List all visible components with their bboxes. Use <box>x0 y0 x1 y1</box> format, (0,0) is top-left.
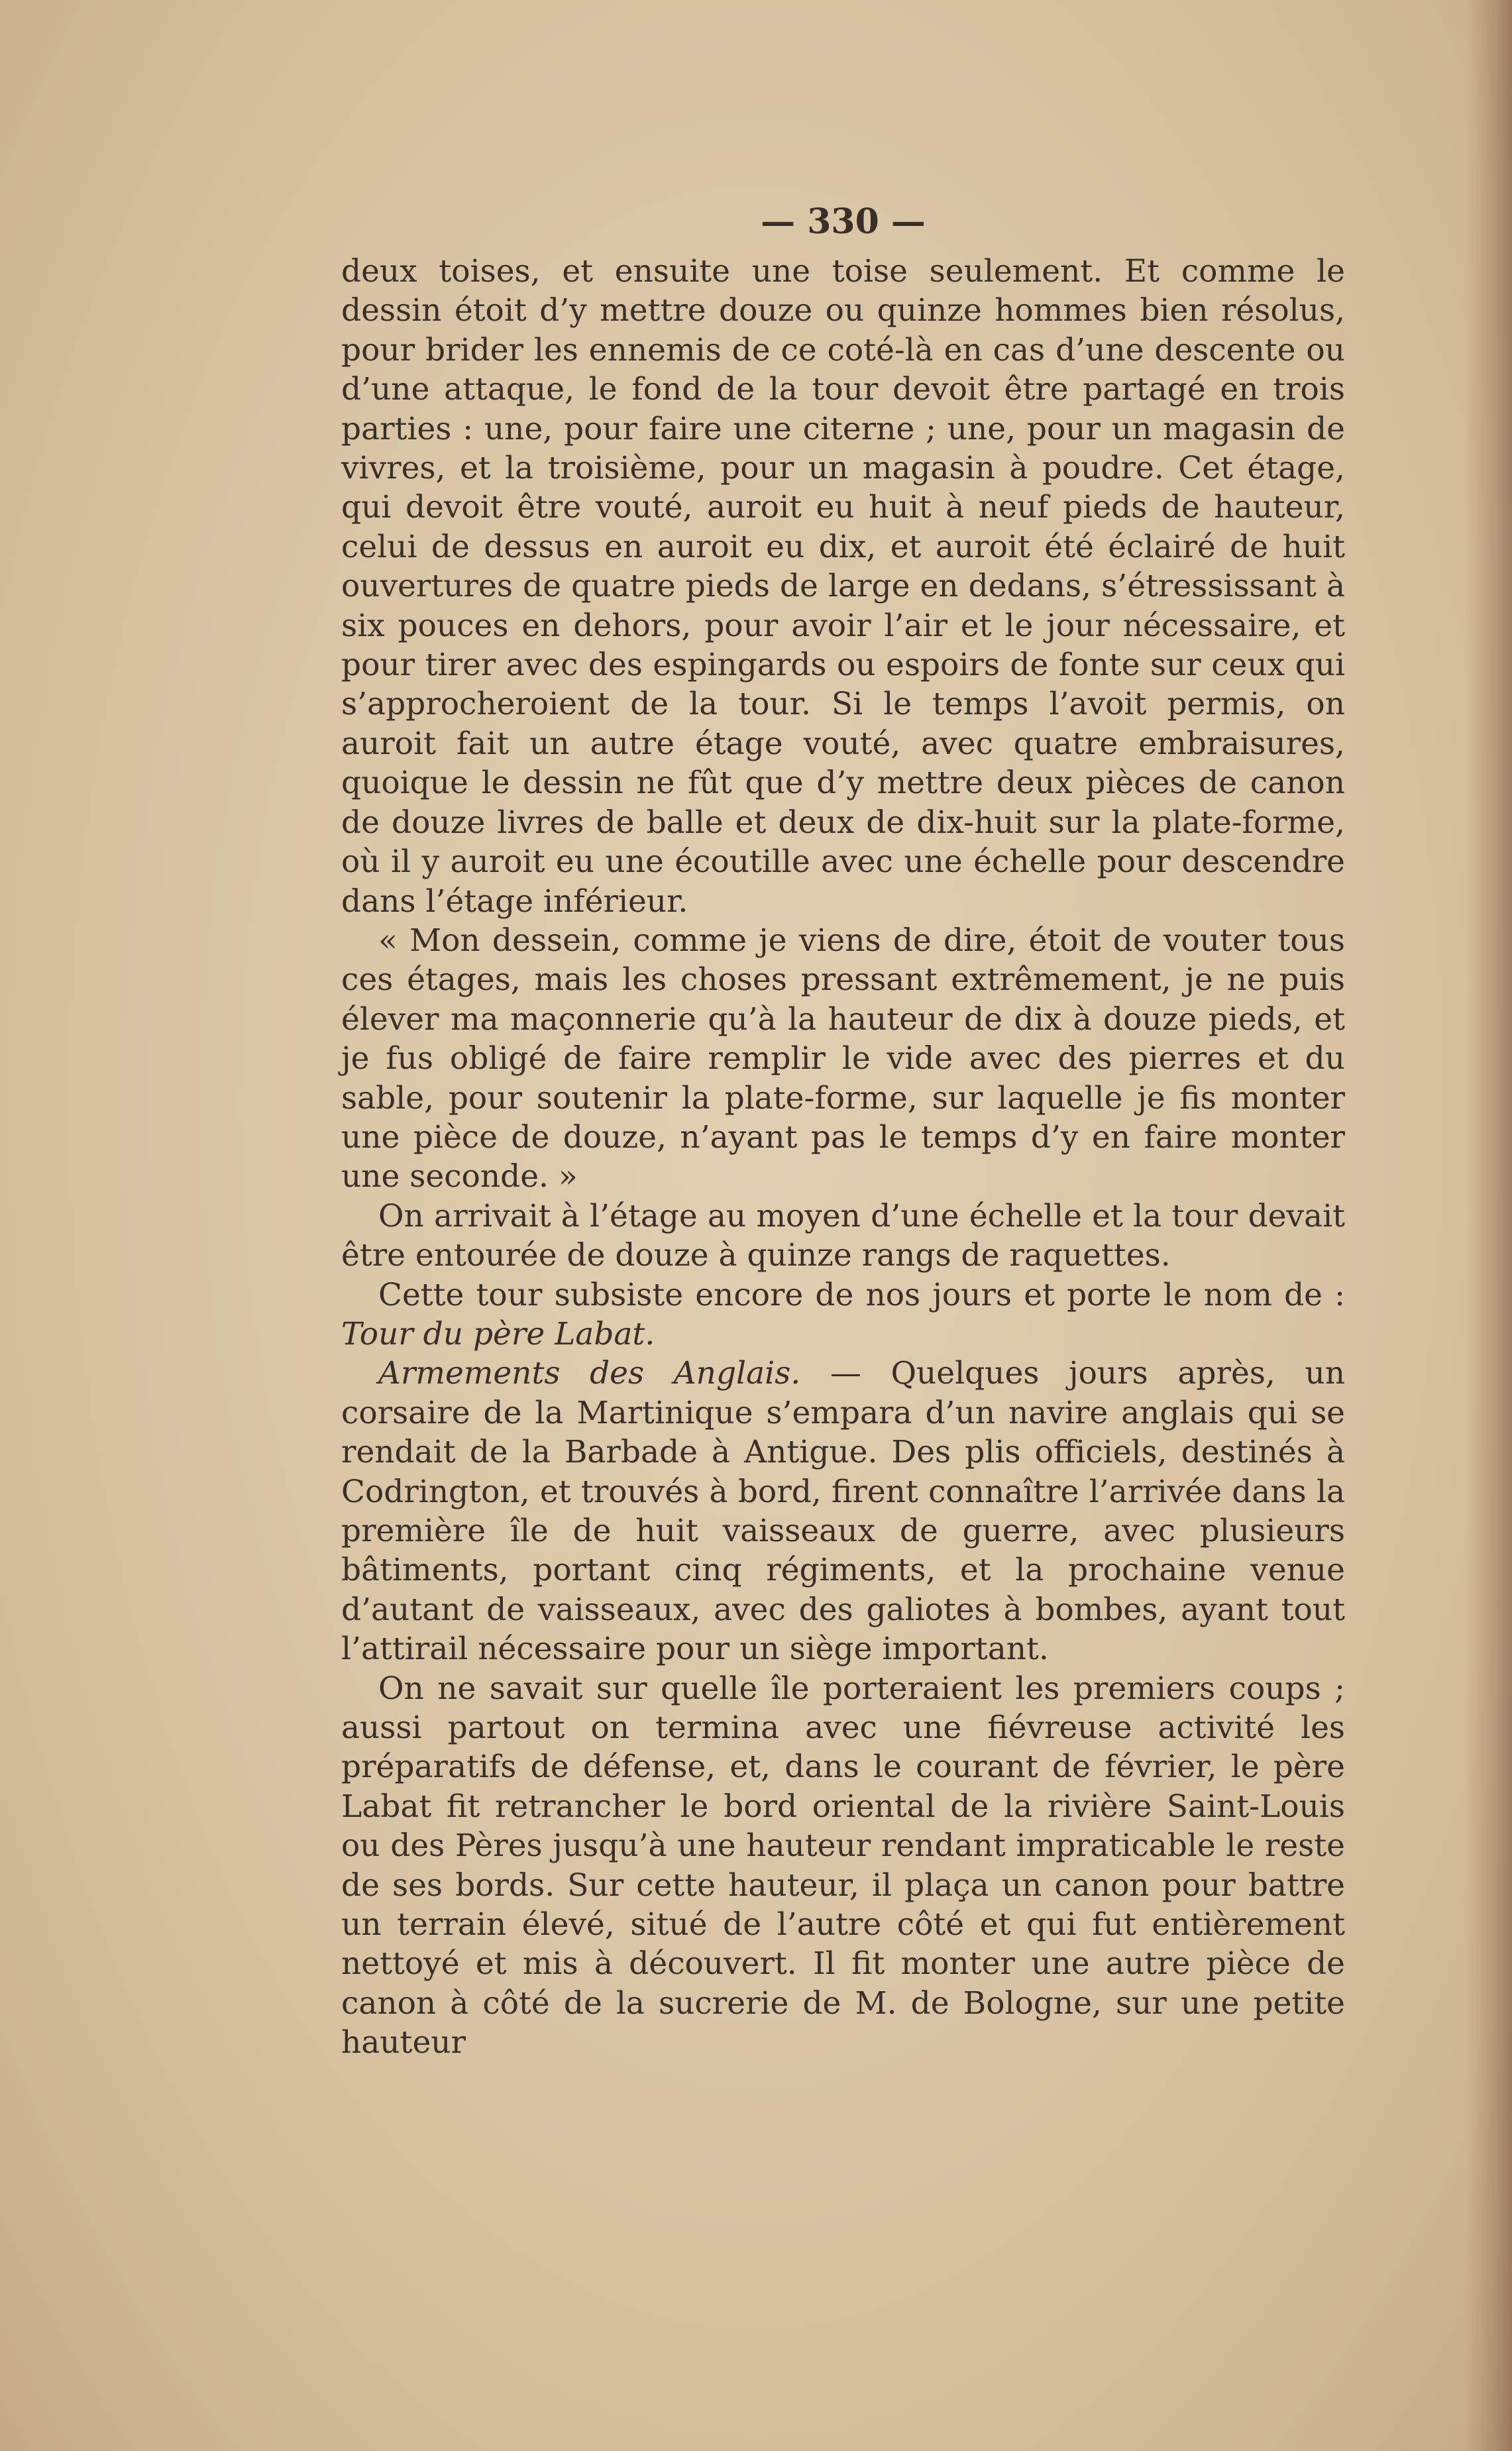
paragraph-tower-description: deux toises, et ensuite une toise seulement. Et comme le dessin étoit d’y mettre douze ou quinze hommes bien résolus, pour brider les ennemis de ce coté-là en cas d’une descente ou d’une attaque, le fond de la tour devoit être partagé en trois parties : une, pour faire une citerne ; une, pour un magasin de vivres, et la troisième, pour un magasin à poudre. Cet étage, qui devoit être vouté, auroit eu huit à neuf pieds de hauteur, celui de dessus en auroit eu dix, et auroit été éclairé de huit ouvertures de quatre pieds de large en dedans, s’étressissant à six pouces en dehors, pour avoir l’air et le jour nécessaire, et pour tirer avec des espingards ou espoirs de fonte sur ceux qui s’approcheroient de la tour. Si le temps l’avoit permis, on auroit fait un autre étage vouté, avec quatre embraisures, quoique le dessin ne fût que d’y mettre deux pièces de canon de douze livres de balle et deux de dix-huit sur la plate-forme, où il y auroit eu une écoutille avec une échelle pour descendre dans l’étage inférieur. <box>341 253 1345 920</box>
section-title: Armements des Anglais. <box>378 1355 801 1392</box>
section-text: — Quelques jours après, un corsaire de la Martinique s’empara d’un navire anglais qui se rendait de la Barbade à Antigue. Des plis officiels, destinés à Codrington, et trouvés à bord, firent connaître l’arrivée dans la première île de huit vaisseaux de guerre, avec plusieurs bâtiments, portant cinq régiments, et la prochaine venue d’autant de vaisseaux, avec des galiotes à bombes, ayant tout l’attirail nécessaire pour un siège important. <box>341 1355 1346 1668</box>
page-number: — 330 — <box>761 201 926 242</box>
paragraph-quote: « Mon dessein, comme je viens de dire, étoit de vouter tous ces étages, mais les choses pressant extrêmement, je ne puis élever ma maçonnerie qu’à la hauteur de dix à douze pieds, et je fus obligé de faire remplir le vide avec des pierres et du sable, pour soutenir la plate-forme, sur laquelle je fis monter une pièce de douze, n’ayant pas le temps d’y en faire monter une seconde. » <box>341 922 1345 1195</box>
paragraph-tower-name-intro: Cette tour subsiste encore de nos jours et porte le nom de : <box>378 1276 1345 1313</box>
tour-name-line <box>341 1315 1345 1354</box>
page-text <box>341 192 1345 2063</box>
tour-name: Tour du père Labat. <box>341 1315 655 1352</box>
page-edge-shadow <box>1466 0 1512 2451</box>
paragraph-ladder: On arrivait à l’étage au moyen d’une échelle et la tour devait être entourée de douze à quinze rangs de raquettes. <box>341 1197 1345 1274</box>
paragraph-defense: On ne savait sur quelle île porteraient les premiers coups ; aussi partout on termina avec une fiévreuse activité les préparatifs de défense, et, dans le courant de février, le père Labat fit retrancher le bord oriental de la rivière Saint-Louis ou des Pères jusqu’à une hauteur rendant impraticable le reste de ses bords. Sur cette hauteur, il plaça un canon pour battre un terrain élevé, situé de l’autre côté et qui fut entièrement nettoyé et mis à découvert. Il fit monter une autre pièce de canon à côté de la sucrerie de M. de Bologne, sur une petite hauteur <box>341 1670 1345 2061</box>
paragraph-armements <box>341 1354 1345 1668</box>
